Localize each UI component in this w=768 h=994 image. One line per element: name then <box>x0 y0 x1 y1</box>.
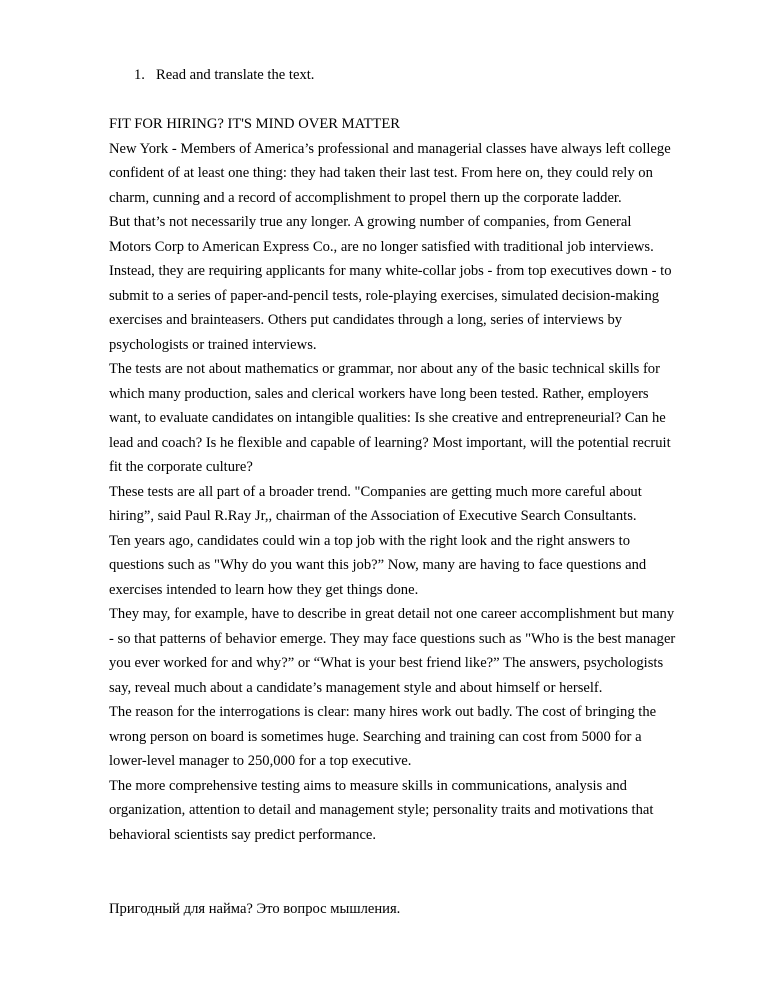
task-number: 1. <box>134 67 145 83</box>
task-instruction <box>134 66 314 85</box>
article-line: exercises intended to learn how they get things done. <box>109 581 419 598</box>
article-line: you ever worked for and why?” or “What is your best friend like?” The answers, psychologists <box>109 655 664 671</box>
article-line: behavioral scientists say predict performance. <box>109 826 377 843</box>
article-line: The more comprehensive testing aims to measure skills in communications, analysis and <box>109 777 627 794</box>
article-line: New York - Members of America’s professional and managerial classes have always left college <box>109 140 671 157</box>
article-line: which many production, sales and clerical workers have long been tested. Rather, employers <box>109 385 649 402</box>
article-line: These tests are all part of a broader trend. "Companies are getting much more careful about <box>109 483 642 500</box>
article-body <box>109 115 719 850</box>
article-line: The reason for the interrogations is clear: many hires work out badly. The cost of bringing the <box>109 704 657 720</box>
article-line: charm, cunning and a record of accomplishment to propel thern up the corporate ladder. <box>109 189 622 206</box>
article-line: wrong person on board is sometimes huge. Searching and training can cost from 5000 for a <box>109 728 642 745</box>
article-line: say, reveal much about a candidate’s management style and about himself or herself. <box>109 679 603 696</box>
article-title: FIT FOR HIRING? IT'S MIND OVER MATTER <box>109 116 400 132</box>
article-line: - so that patterns of behavior emerge. They may face questions such as "Who is the best manager <box>109 630 676 647</box>
article-line: Motors Corp to American Express Co., are no longer satisfied with traditional job interviews. <box>109 238 654 255</box>
article-line: fit the corporate culture? <box>109 459 253 475</box>
article-line: The tests are not about mathematics or grammar, nor about any of the basic technical skills for <box>109 361 660 377</box>
article-line: psychologists or trained interviews. <box>109 336 317 353</box>
article-line: questions such as "Why do you want this job?” Now, many are having to face questions and <box>109 557 647 573</box>
article-line: Ten years ago, candidates could win a top job with the right look and the right answers to <box>109 532 630 549</box>
article-line: But that’s not necessarily true any longer. A growing number of companies, from General <box>109 214 632 230</box>
article-line: confident of at least one thing: they had taken their last test. From here on, they could rely on <box>109 165 653 181</box>
article-line: lower-level manager to 250,000 for a top executive. <box>109 753 412 769</box>
translation-title: Пригодный для найма? Это вопрос мышления. <box>109 901 401 917</box>
article-line: exercises and brainteasers. Others put candidates through a long, series of interviews by <box>109 312 623 328</box>
article-line: hiring”, said Paul R.Ray Jr,, chairman of the Association of Executive Search Consultants. <box>109 508 637 524</box>
article-line: organization, attention to detail and management style; personality traits and motivations that <box>109 802 654 818</box>
task-text: Read and translate the text. <box>156 67 315 83</box>
article-line: submit to a series of paper-and-pencil tests, role-playing exercises, simulated decision-making <box>109 287 660 304</box>
article-line: want, to evaluate candidates on intangible qualities: Is she creative and entrepreneurial? Can he <box>109 410 666 426</box>
article-line: Instead, they are requiring applicants for many white-collar jobs - from top executives down - to <box>109 263 672 279</box>
article-line: lead and coach? Is he flexible and capable of learning? Most important, will the potential recruit <box>109 434 671 451</box>
article-line: They may, for example, have to describe in great detail not one career accomplishment but many <box>109 606 675 622</box>
